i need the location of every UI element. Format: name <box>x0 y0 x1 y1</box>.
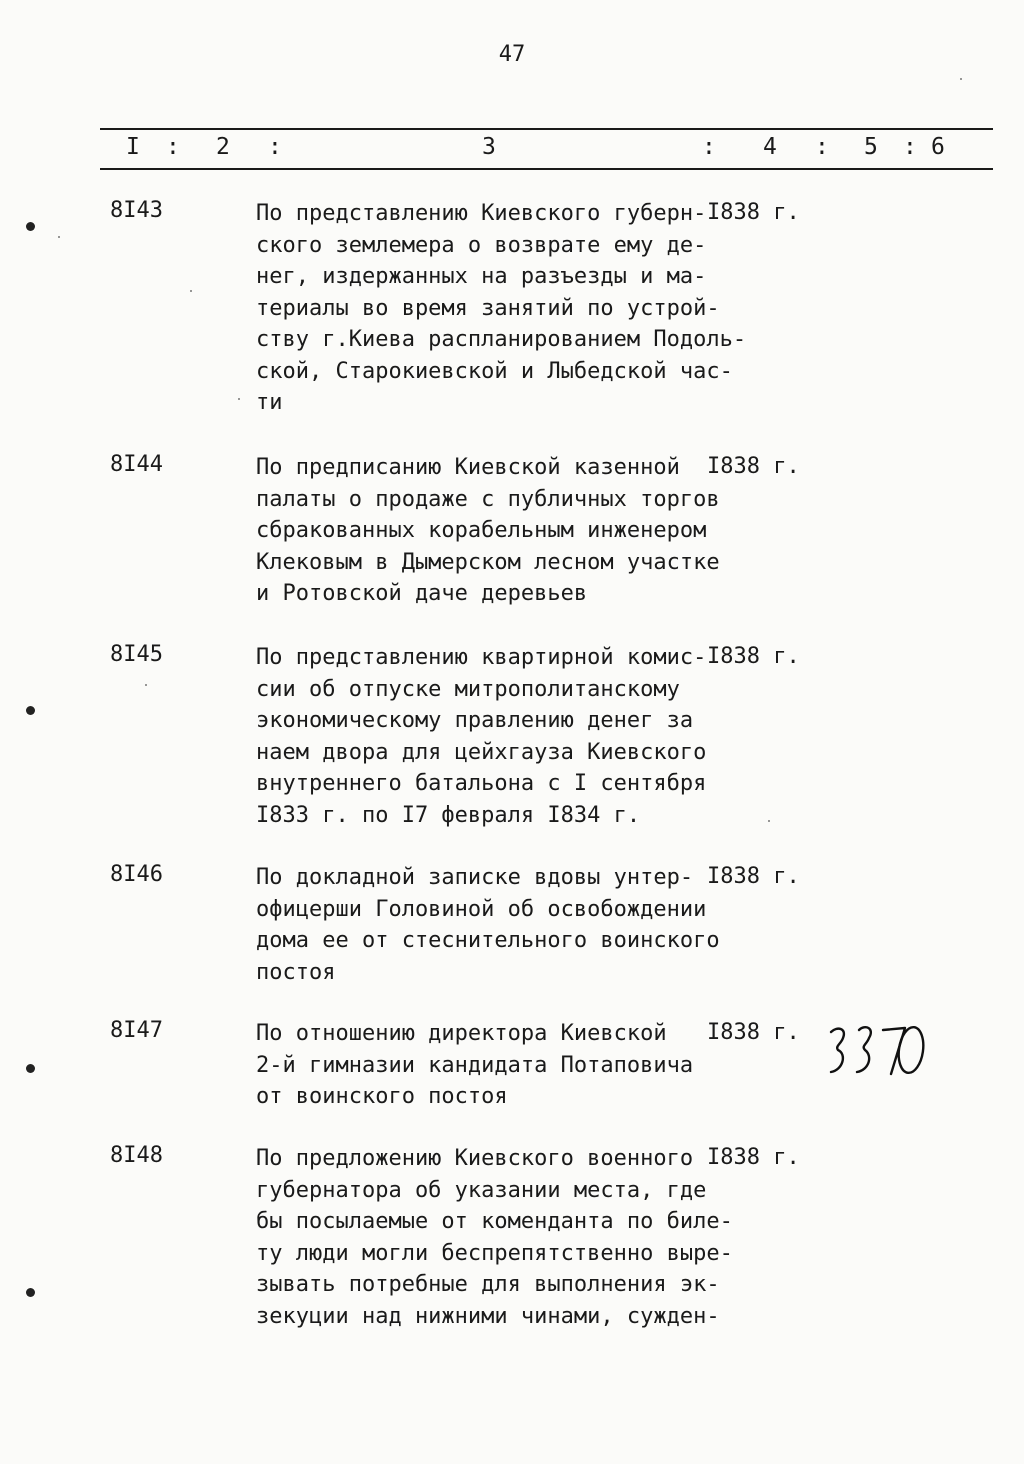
record-text-line: ту люди могли беспрепятственно выре- <box>256 1240 733 1266</box>
record-date: I838 г. <box>707 454 800 479</box>
record-number: 8I48 <box>110 1143 163 1168</box>
record-text-line: По представлению Киевского губерн- <box>256 201 707 226</box>
record-date: I838 г. <box>707 1020 800 1045</box>
col-separator: : <box>903 134 917 160</box>
paper-speck <box>238 398 240 400</box>
record-date: I838 г. <box>707 1145 800 1170</box>
record-text-line: 2-й гимназии кандидата Потаповича <box>256 1052 694 1078</box>
col-header-3: 3 <box>482 134 496 160</box>
col-separator: : <box>268 134 282 160</box>
col-header-1: I <box>126 134 140 160</box>
record-text-line: губернатора об указании места, где <box>256 1177 707 1203</box>
record-number: 8I46 <box>110 862 163 887</box>
punch-hole-mark <box>26 706 35 715</box>
handwritten-note-text: 330 <box>825 1088 827 1089</box>
record-text-line: ской, Старокиевской и Лыбедской час- <box>256 358 733 384</box>
page-number: 47 <box>498 42 526 67</box>
record-text-line: По предложению Киевского военного <box>256 1146 694 1171</box>
col-separator: : <box>166 134 180 160</box>
record-number: 8I43 <box>110 198 163 223</box>
col-separator: : <box>815 134 829 160</box>
record-text-line: зекуции над нижними чинами, сужден- <box>256 1303 720 1329</box>
record-number: 8I44 <box>110 452 163 477</box>
record-text-line: экономическому правлению денег за <box>256 708 694 733</box>
record-text-line: зывать потребные для выполнения эк- <box>256 1272 720 1297</box>
record-text-line: от воинского постоя <box>256 1084 508 1109</box>
record-text-line: нег, издержанных на разъезды и ма- <box>256 264 707 289</box>
record-text-line: и Ротовской даче деревьев <box>256 581 588 606</box>
record-description <box>256 1143 786 1332</box>
record-text-line: сии об отпуске митрополитанскому <box>256 676 680 702</box>
record-text-line: наем двора для цейхгауза Киевского <box>256 739 707 765</box>
col-header-5: 5 <box>864 134 878 160</box>
record-text-line: внутреннего батальона с I сентября <box>256 771 707 796</box>
record-text-line: По докладной записке вдовы унтер- <box>256 865 694 890</box>
punch-hole-mark <box>26 1064 35 1073</box>
record-text-line: офицерши Головиной об освобождении <box>256 896 707 922</box>
record-description <box>256 642 786 831</box>
paper-speck <box>58 236 60 238</box>
record-text-line: По предписанию Киевской казенной <box>256 455 680 480</box>
record-date: I838 г. <box>707 644 800 669</box>
record-description <box>256 198 786 419</box>
record-text-line: териалы во время занятий по устрой- <box>256 295 720 321</box>
paper-speck <box>960 78 962 80</box>
record-text-line: По отношению директора Киевской <box>256 1021 667 1046</box>
header-top-rule <box>100 128 993 130</box>
col-header-6: 6 <box>931 134 945 160</box>
record-text-line: дома ее от стеснительного воинского <box>256 928 720 953</box>
col-header-4: 4 <box>763 134 777 160</box>
header-bottom-rule <box>100 168 993 170</box>
punch-hole-mark <box>26 1288 35 1297</box>
record-text-line: ти <box>256 390 283 415</box>
paper-speck <box>768 820 770 822</box>
record-text-line: постоя <box>256 959 336 985</box>
record-date: I838 г. <box>707 200 800 225</box>
paper-speck <box>190 290 192 292</box>
col-header-2: 2 <box>216 134 230 160</box>
record-text-line: сбракованных корабельным инженером <box>256 518 707 543</box>
record-number: 8I45 <box>110 642 163 667</box>
col-separator: : <box>702 134 716 160</box>
record-text-line: По представлению квартирной комис- <box>256 645 707 670</box>
record-number: 8I47 <box>110 1018 163 1043</box>
paper-speck <box>145 684 147 686</box>
record-text-line: палаты о продаже с публичных торгов <box>256 486 720 512</box>
record-text-line: ству г.Киева распланированием Подоль- <box>256 327 747 352</box>
handwritten-note <box>825 1020 925 1090</box>
record-text-line: Клековым в Дымерском лесном участке <box>256 549 720 575</box>
record-text-line: бы посылаемые от коменданта по биле- <box>256 1209 733 1234</box>
record-date: I838 г. <box>707 864 800 889</box>
punch-hole-mark <box>26 222 35 231</box>
record-text-line: ского землемера о возврате ему де- <box>256 232 707 258</box>
record-text-line: I833 г. по I7 февраля I834 г. <box>256 802 641 828</box>
